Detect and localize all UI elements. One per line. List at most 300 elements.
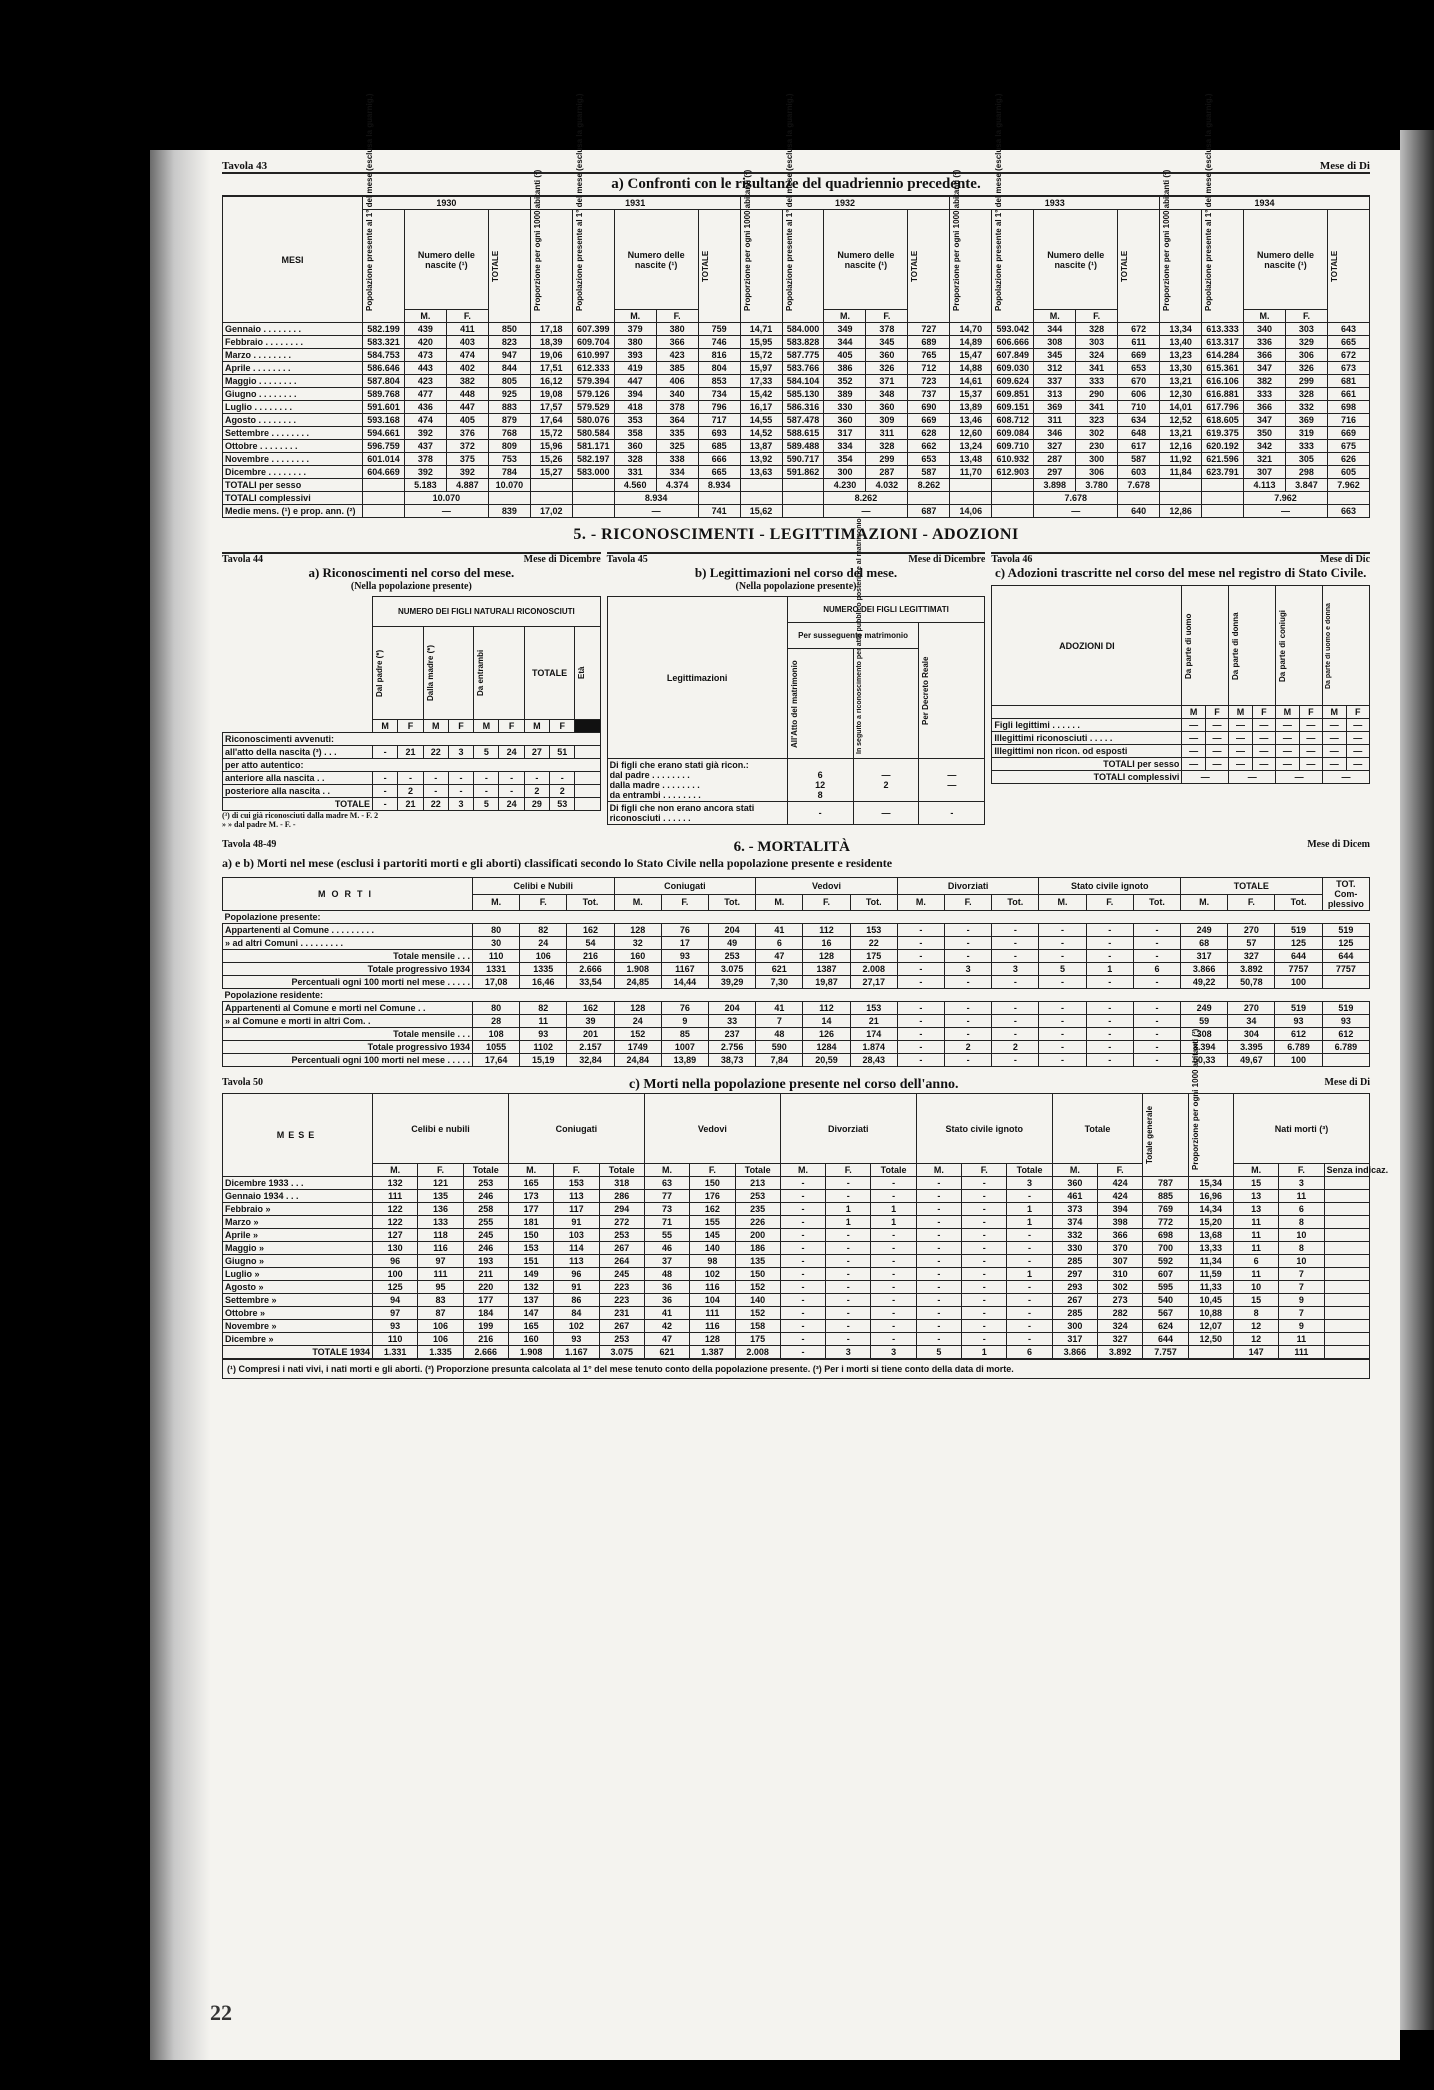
tavola43-cell: 883 xyxy=(488,401,530,414)
tavola43-cell: 18,39 xyxy=(530,336,572,349)
tavola50-cell: 83 xyxy=(418,1294,463,1307)
tavola48-pres-cell: 57 xyxy=(1228,937,1275,950)
tavola49-res-cell: 2.157 xyxy=(567,1041,614,1054)
tavola46-col-donna: Da parte di donna xyxy=(1231,611,1241,680)
tavola49-res-cell: 308 xyxy=(1181,1028,1228,1041)
tavola50-group: Totale generale xyxy=(1145,1105,1155,1165)
tavola43-cell: 375 xyxy=(446,453,488,466)
tavola43-cell: 439 xyxy=(404,323,446,336)
tavola43-cell: 382 xyxy=(446,375,488,388)
tavola43-col-num: Numero delle nascite (¹) xyxy=(824,210,908,310)
tavola50-cell: 317 xyxy=(1052,1333,1097,1346)
tavola48-pres-cell: 49,22 xyxy=(1181,976,1228,989)
tavola43-tot: 7.678 xyxy=(1118,479,1160,492)
tavola43-cell: 583.828 xyxy=(782,336,824,349)
tavola48-sub: F. xyxy=(803,894,850,911)
tavola43-cell: 844 xyxy=(488,362,530,375)
tavola50-cell: 223 xyxy=(599,1294,644,1307)
tavola43-cell: 317 xyxy=(824,427,866,440)
tavola50-cell: 116 xyxy=(418,1242,463,1255)
tavola43-cell: 590.717 xyxy=(782,453,824,466)
tavola43-medie-prop: 15,62 xyxy=(740,505,782,518)
tavola48-pres-cell: - xyxy=(1133,976,1180,989)
tavola46-col-coniugi: Da parte di coniugi xyxy=(1278,609,1288,682)
tavola43-tot-f: 4.032 xyxy=(866,479,908,492)
tavola44-cell: - xyxy=(373,746,398,759)
tavola43-cell: 796 xyxy=(698,401,740,414)
tavola43-cell: 670 xyxy=(1118,375,1160,388)
tavola43-cell: 330 xyxy=(824,401,866,414)
tavola43-cell: 16,17 xyxy=(740,401,782,414)
tavola46-row3: Illegittimi non ricon. od esposti xyxy=(992,745,1182,758)
tavola46-header xyxy=(991,554,1370,565)
tavola50-cell: 7 xyxy=(1279,1268,1324,1281)
tavola49-res-compl: 519 xyxy=(1322,1002,1369,1015)
tavola49-res-label: Totale progressivo 1934 xyxy=(223,1041,473,1054)
tavola49-res-cell: 49,67 xyxy=(1228,1054,1275,1067)
tavola43-cell: 14,70 xyxy=(950,323,992,336)
tavola50-cell: 424 xyxy=(1098,1177,1143,1190)
tavola43-tot-m: 3.898 xyxy=(1034,479,1076,492)
tavola50-cell: 698 xyxy=(1143,1229,1188,1242)
tavola50-cell: 1 xyxy=(1007,1203,1052,1216)
tavola48-pres-cell: 3.866 xyxy=(1181,963,1228,976)
tavola43-cell: 608.712 xyxy=(992,414,1034,427)
tavola50-row xyxy=(223,1268,1370,1281)
tavola43-tot-f: 3.847 xyxy=(1285,479,1327,492)
tavola49-res-cell: 85 xyxy=(661,1028,708,1041)
tavola50-cell: 84 xyxy=(554,1307,599,1320)
tavola50-cell: 125 xyxy=(373,1281,418,1294)
tavola43-empty xyxy=(1118,492,1160,505)
tavola50-sub: F. xyxy=(554,1164,599,1177)
tavola50-cell: 15,20 xyxy=(1188,1216,1233,1229)
tavola44-cell: 29 xyxy=(524,798,549,811)
tavola50-cell: 12 xyxy=(1233,1333,1278,1346)
tavola50-cell: 200 xyxy=(735,1229,780,1242)
tavola43-empty xyxy=(572,479,614,492)
tavola43-month-label: Febbraio . . . . . . . . xyxy=(223,336,363,349)
tavola50-cell: 1 xyxy=(826,1216,871,1229)
tavola43-cell: 19,08 xyxy=(530,388,572,401)
tavola48-pres-row xyxy=(223,963,1370,976)
tavola46-col-uomo: Da parte di uomo xyxy=(1184,612,1194,679)
tavola50-cell: - xyxy=(871,1320,916,1333)
tavola50-cell: 135 xyxy=(418,1190,463,1203)
tavola50-sub: Senza indicaz. xyxy=(1324,1164,1369,1177)
tavola50-tot-cell xyxy=(1188,1346,1233,1359)
tavola50-month-label: Giugno » xyxy=(223,1255,373,1268)
tavola46-row5: TOTALI complessivi xyxy=(992,771,1182,784)
tavola48-pres-cell: 327 xyxy=(1228,950,1275,963)
tavola43-cell: 14,52 xyxy=(740,427,782,440)
tavola48-pres-cell: 17 xyxy=(661,937,708,950)
tavola50-cell: - xyxy=(871,1177,916,1190)
tavola44-title: a) Riconoscimenti nel corso del mese. xyxy=(308,565,515,580)
tavola50-tot-cell: 7.757 xyxy=(1143,1346,1188,1359)
tavola50-mese-label: MESE xyxy=(223,1094,373,1177)
tavola43-month-label: Maggio . . . . . . . . xyxy=(223,375,363,388)
tavola43-empty xyxy=(698,492,740,505)
tavola50-cell: 11 xyxy=(1279,1190,1324,1203)
tavola43-row xyxy=(223,375,1370,388)
tavola48-sub: M. xyxy=(614,894,661,911)
tavola50-cell: - xyxy=(916,1216,961,1229)
tavola50-cell: 8 xyxy=(1279,1216,1324,1229)
tavola50-cell: - xyxy=(916,1203,961,1216)
tavola43-col-num: Numero delle nascite (¹) xyxy=(404,210,488,310)
tavola43-cell: 436 xyxy=(404,401,446,414)
tavola49-res-cell: 201 xyxy=(567,1028,614,1041)
tavola50-cell: 11,59 xyxy=(1188,1268,1233,1281)
tavola48-pres-cell: 153 xyxy=(850,924,897,937)
tavola50-empty xyxy=(1324,1268,1369,1281)
tavola50-cell: 14,34 xyxy=(1188,1203,1233,1216)
tavola50-cell: 10 xyxy=(1279,1229,1324,1242)
tavola43-cell: 603 xyxy=(1118,466,1160,479)
tavola43-f: F. xyxy=(1285,310,1327,323)
tavola43-cell: 618.605 xyxy=(1202,414,1244,427)
tavola49-res-cell: 270 xyxy=(1228,1002,1275,1015)
tavola43-cell: 13,21 xyxy=(1160,375,1202,388)
tavola49-res-cell: - xyxy=(945,1002,992,1015)
tavola49-res-cell: 34 xyxy=(1228,1015,1275,1028)
tavola43-cell: 447 xyxy=(446,401,488,414)
tavola50-cell: 15,34 xyxy=(1188,1177,1233,1190)
tavola50-cell: 307 xyxy=(1098,1255,1143,1268)
tavola43-cell: 593.042 xyxy=(992,323,1034,336)
tavola50-cell: 116 xyxy=(690,1281,735,1294)
tavola49-res-cell: 1.874 xyxy=(850,1041,897,1054)
tavola43-cell: 312 xyxy=(1034,362,1076,375)
tavola43-cell: 580.076 xyxy=(572,414,614,427)
tavola50-sub: F. xyxy=(1098,1164,1143,1177)
tavola43-cell: 628 xyxy=(908,427,950,440)
tavola50-empty xyxy=(1324,1190,1369,1203)
tavola43-cell: 587 xyxy=(908,466,950,479)
tavola43-cell: 666 xyxy=(698,453,740,466)
tavola48-pres-cell: - xyxy=(1086,976,1133,989)
tavola49-res-cell: 3.395 xyxy=(1228,1041,1275,1054)
tavola45-subtitle: (Nella popolazione presente) xyxy=(735,581,857,592)
tavola50-cell: 769 xyxy=(1143,1203,1188,1216)
tavola49-res-cell: 20,59 xyxy=(803,1054,850,1067)
tavola50-cell: 11 xyxy=(1233,1229,1278,1242)
tavola43-cell: 347 xyxy=(1244,414,1286,427)
tavola43-f: F. xyxy=(1076,310,1118,323)
tavola48-pres-compl: 644 xyxy=(1322,950,1369,963)
tavola49-res-cell: - xyxy=(1039,1002,1086,1015)
tavola48-pres-cell: 128 xyxy=(803,950,850,963)
tavola43-cell: 17,57 xyxy=(530,401,572,414)
tavola50-month-label: Dicembre » xyxy=(223,1333,373,1346)
tavola50-cell: - xyxy=(1007,1307,1052,1320)
tavola43-tot: 8.934 xyxy=(698,479,740,492)
tavola43-cell: 13,63 xyxy=(740,466,782,479)
tavola50-cell: 267 xyxy=(599,1242,644,1255)
tavola43-cell: 324 xyxy=(1076,349,1118,362)
tavola43-medie-val: 663 xyxy=(1327,505,1369,518)
tavola48-pres-cell: 41 xyxy=(756,924,803,937)
tavola43-cell: 360 xyxy=(824,414,866,427)
tavola48-pres-label: » ad altri Comuni . . . . . . . . . xyxy=(223,937,473,950)
tavola44-header xyxy=(222,554,601,565)
tavola43-cell: 366 xyxy=(656,336,698,349)
tavola50-sub: M. xyxy=(644,1164,689,1177)
tavola50-cell: - xyxy=(962,1281,1007,1294)
tavola50-cell: - xyxy=(780,1177,825,1190)
tavola50-cell: - xyxy=(871,1294,916,1307)
tavola48-pres-cell: 317 xyxy=(1181,950,1228,963)
tavola50-cell: 12 xyxy=(1233,1320,1278,1333)
tavola43-cell: 11,92 xyxy=(1160,453,1202,466)
tavola50-cell: 150 xyxy=(690,1177,735,1190)
tavola45-v1-col2: — 2 xyxy=(853,759,919,802)
tavola44-cell: - xyxy=(373,772,398,785)
tavola43-cell: 623.791 xyxy=(1202,466,1244,479)
tavola43-empty xyxy=(782,492,824,505)
tavola49-res-cell: 112 xyxy=(803,1002,850,1015)
tavola43-cell: 626 xyxy=(1327,453,1369,466)
tavola43-cell: 354 xyxy=(824,453,866,466)
tavola43-cell: 617 xyxy=(1118,440,1160,453)
tavola50-cell: 366 xyxy=(1098,1229,1143,1242)
tavola50-cell: - xyxy=(916,1190,961,1203)
tavola43-cell: 230 xyxy=(1076,440,1118,453)
tavola50-month-label: Novembre » xyxy=(223,1320,373,1333)
tavola50-row xyxy=(223,1190,1370,1203)
tavola50-cell: 293 xyxy=(1052,1281,1097,1294)
tavola43-cell: 765 xyxy=(908,349,950,362)
tavola50-group: Stato civile ignoto xyxy=(916,1094,1052,1164)
tavola48-pres-cell: 2.008 xyxy=(850,963,897,976)
tavola50-cell: 15 xyxy=(1233,1294,1278,1307)
tavola43-cell: 337 xyxy=(1034,375,1076,388)
tavola43-empty xyxy=(992,479,1034,492)
tavola43-cell: 753 xyxy=(488,453,530,466)
tavola50-cell: 193 xyxy=(463,1255,508,1268)
tavola43-tot-m: 4.560 xyxy=(614,479,656,492)
tavola50-cell: 7 xyxy=(1279,1281,1324,1294)
tavola43-cell: 389 xyxy=(824,388,866,401)
tavola43-col-tot: TOTALE xyxy=(1329,250,1339,282)
tavola49-res-cell: 153 xyxy=(850,1002,897,1015)
tavola50-empty xyxy=(1324,1294,1369,1307)
tavola49-res-cell: 3.394 xyxy=(1181,1041,1228,1054)
tavola44-row-d: posteriore alla nascita . . xyxy=(223,785,373,798)
tavola50-cell: 595 xyxy=(1143,1281,1188,1294)
tavola50-cell: 374 xyxy=(1052,1216,1097,1229)
tavola49-res-cell: 17,64 xyxy=(473,1054,520,1067)
tavola50-cell: 127 xyxy=(373,1229,418,1242)
tavola43-cell: 350 xyxy=(1244,427,1286,440)
tavola43-cell: 612.903 xyxy=(992,466,1034,479)
tavola44-cell: - xyxy=(423,785,448,798)
tavola43-col-tot: TOTALE xyxy=(490,250,500,282)
tavola43-tot-f: 4.887 xyxy=(446,479,488,492)
tavola43-cell: 615.361 xyxy=(1202,362,1244,375)
tavola43-cell: 306 xyxy=(1076,466,1118,479)
tavola48-pres-cell: 33,54 xyxy=(567,976,614,989)
tavola44-cell: - xyxy=(499,785,524,798)
tavola50-cell: 36 xyxy=(644,1294,689,1307)
tavola43-month-label: Settembre . . . . . . . . xyxy=(223,427,363,440)
tavola44-col-totale: TOTALE xyxy=(524,627,575,720)
tavola48-pres-cell: 253 xyxy=(709,950,756,963)
tavola48-pres-cell: 80 xyxy=(473,924,520,937)
tavola48-pres-cell: 7,30 xyxy=(756,976,803,989)
tavola49-res-cell: - xyxy=(897,1041,944,1054)
tavola43-cell: 477 xyxy=(404,388,446,401)
tavola43-month-label: Agosto . . . . . . . . xyxy=(223,414,363,427)
tavola44-m: M xyxy=(373,720,398,733)
tavola48-pres-cell: 93 xyxy=(661,950,708,963)
tavola50-group: Proporzione per ogni 1000 abitanti (²) xyxy=(1190,1028,1200,1170)
tavola50-cell: 176 xyxy=(690,1190,735,1203)
tavola44-cell: 51 xyxy=(550,746,575,759)
tavola48-sub: F. xyxy=(1228,894,1275,911)
tavola48-pres-cell: 519 xyxy=(1275,924,1322,937)
tavola43-cell: 17,64 xyxy=(530,414,572,427)
tavola48-group: Divorziati xyxy=(897,878,1039,895)
tavola50-tot-cell: 3.866 xyxy=(1052,1346,1097,1359)
tavola44-note2: » » dal padre M. - F. - xyxy=(222,820,296,829)
section6-header xyxy=(222,839,1370,856)
tavola43-cell: 353 xyxy=(614,414,656,427)
tavola43-cell: 759 xyxy=(698,323,740,336)
tavola50-empty xyxy=(1324,1281,1369,1294)
tavola49-res-cell: 237 xyxy=(709,1028,756,1041)
tavola44-cell: - xyxy=(550,772,575,785)
tavola49-res-cell: 76 xyxy=(661,1002,708,1015)
tavola43-cell: 675 xyxy=(1327,440,1369,453)
tavola50-cell: - xyxy=(916,1268,961,1281)
tavola49-res-cell: 1102 xyxy=(520,1041,567,1054)
tavola43-col-pop: Popolazione presente al 1° del mese (esclusa la guarnig.) xyxy=(994,93,1004,311)
tavola49-res-row xyxy=(223,1015,1370,1028)
tavola49-res-cell: 7,84 xyxy=(756,1054,803,1067)
tavola50-sub: Totale xyxy=(735,1164,780,1177)
tavola43-cell: 13,89 xyxy=(950,401,992,414)
tavola43-cell: 14,88 xyxy=(950,362,992,375)
tavola49-res-cell: 612 xyxy=(1275,1028,1322,1041)
tavola50-empty xyxy=(1324,1203,1369,1216)
tavola49-res-cell: 6.789 xyxy=(1275,1041,1322,1054)
tavola50-cell: 111 xyxy=(373,1190,418,1203)
tavola43-cell: 587.775 xyxy=(782,349,824,362)
tavola43-tot-m: 5.183 xyxy=(404,479,446,492)
tavola50-cell: 158 xyxy=(735,1320,780,1333)
tavola43-cell: 804 xyxy=(698,362,740,375)
tavola50-tot-cell: 3.892 xyxy=(1098,1346,1143,1359)
tavola50-cell: - xyxy=(962,1294,1007,1307)
tavola50-row xyxy=(223,1281,1370,1294)
tavola43-cell: 17,18 xyxy=(530,323,572,336)
tavola43-cell: 609.710 xyxy=(992,440,1034,453)
tavola43-cell: 15,72 xyxy=(740,349,782,362)
tavola50-cell: - xyxy=(780,1255,825,1268)
tavola48-pres-cell: 22 xyxy=(850,937,897,950)
tavola43-cell: 423 xyxy=(404,375,446,388)
tavola48-pres-cell: 1331 xyxy=(473,963,520,976)
tavola43-cell: 309 xyxy=(866,414,908,427)
tavola49-res-cell: 100 xyxy=(1275,1054,1322,1067)
tavola50-cell: 398 xyxy=(1098,1216,1143,1229)
tavola50-cell: - xyxy=(962,1177,1007,1190)
tavola43-empty: — xyxy=(824,505,908,518)
tavola48-pres-cell: - xyxy=(992,937,1039,950)
tavola50-row xyxy=(223,1216,1370,1229)
tavola48-pres-cell: 54 xyxy=(567,937,614,950)
tavola50-cell: 9 xyxy=(1279,1320,1324,1333)
tavola50-month-label: Aprile » xyxy=(223,1229,373,1242)
tavola43-cell: 15,47 xyxy=(950,349,992,362)
tavola43-row xyxy=(223,323,1370,336)
tavola48-sub: Tot. xyxy=(992,894,1039,911)
tavola49-res-cell: - xyxy=(992,1002,1039,1015)
tavola44-corner xyxy=(223,597,373,627)
tavola43-cell: 14,01 xyxy=(1160,401,1202,414)
tavola43-cell: 313 xyxy=(1034,388,1076,401)
tavola45-month: Mese di Dicembre xyxy=(908,554,986,565)
tavola43-cell: 653 xyxy=(908,453,950,466)
tavola50-cell: 216 xyxy=(463,1333,508,1346)
tavola50-cell: - xyxy=(780,1190,825,1203)
tavola43-cell: 14,61 xyxy=(950,375,992,388)
tavola44-cell: 2 xyxy=(398,785,423,798)
tavola48-pres-cell: 644 xyxy=(1275,950,1322,963)
tavola43-cell: 947 xyxy=(488,349,530,362)
tavola49-res-compl: 612 xyxy=(1322,1028,1369,1041)
tavola43-cell: 13,46 xyxy=(950,414,992,427)
tavola43-col-num: Numero delle nascite (¹) xyxy=(1034,210,1118,310)
tavola50-month-label: Agosto » xyxy=(223,1281,373,1294)
tavola44-cell: - xyxy=(373,785,398,798)
tavola43-cell: 405 xyxy=(446,414,488,427)
tavola43-m: M. xyxy=(824,310,866,323)
tavola50-cell: 77 xyxy=(644,1190,689,1203)
tavola50-empty xyxy=(1324,1177,1369,1190)
tavola43-cell: 593.168 xyxy=(363,414,405,427)
tavola50-cell: 42 xyxy=(644,1320,689,1333)
tavola43-cell: 328 xyxy=(614,453,656,466)
tavola48-group: Celibi e Nubili xyxy=(473,878,615,895)
tavola43-month-label: Aprile . . . . . . . . xyxy=(223,362,363,375)
tavola43-cell: 617.796 xyxy=(1202,401,1244,414)
tavola43-tot-m: 4.113 xyxy=(1244,479,1286,492)
tavola48-pres-row xyxy=(223,950,1370,963)
tavola44-cell: 21 xyxy=(398,798,423,811)
tavola50-cell: - xyxy=(871,1242,916,1255)
tavola43-cell: 584.000 xyxy=(782,323,824,336)
tavola50-cell: 36 xyxy=(644,1281,689,1294)
tavola50-month-label: Luglio » xyxy=(223,1268,373,1281)
tavola43-cell: 784 xyxy=(488,466,530,479)
tavola43-cell: 392 xyxy=(404,466,446,479)
tavola50-cell: 324 xyxy=(1098,1320,1143,1333)
tavola43-cell: 14,55 xyxy=(740,414,782,427)
tavola50-cell: - xyxy=(962,1229,1007,1242)
tavola48-pres-cell: 68 xyxy=(1181,937,1228,950)
tavola50-cell: 104 xyxy=(690,1294,735,1307)
tavola50-cell: - xyxy=(871,1307,916,1320)
tavola43-cell: 653 xyxy=(1118,362,1160,375)
tavola43-row xyxy=(223,466,1370,479)
tavola43-row xyxy=(223,414,1370,427)
tavola49-res-cell: 32,84 xyxy=(567,1054,614,1067)
tavola50-cell: 330 xyxy=(1052,1242,1097,1255)
tavola43-row xyxy=(223,440,1370,453)
